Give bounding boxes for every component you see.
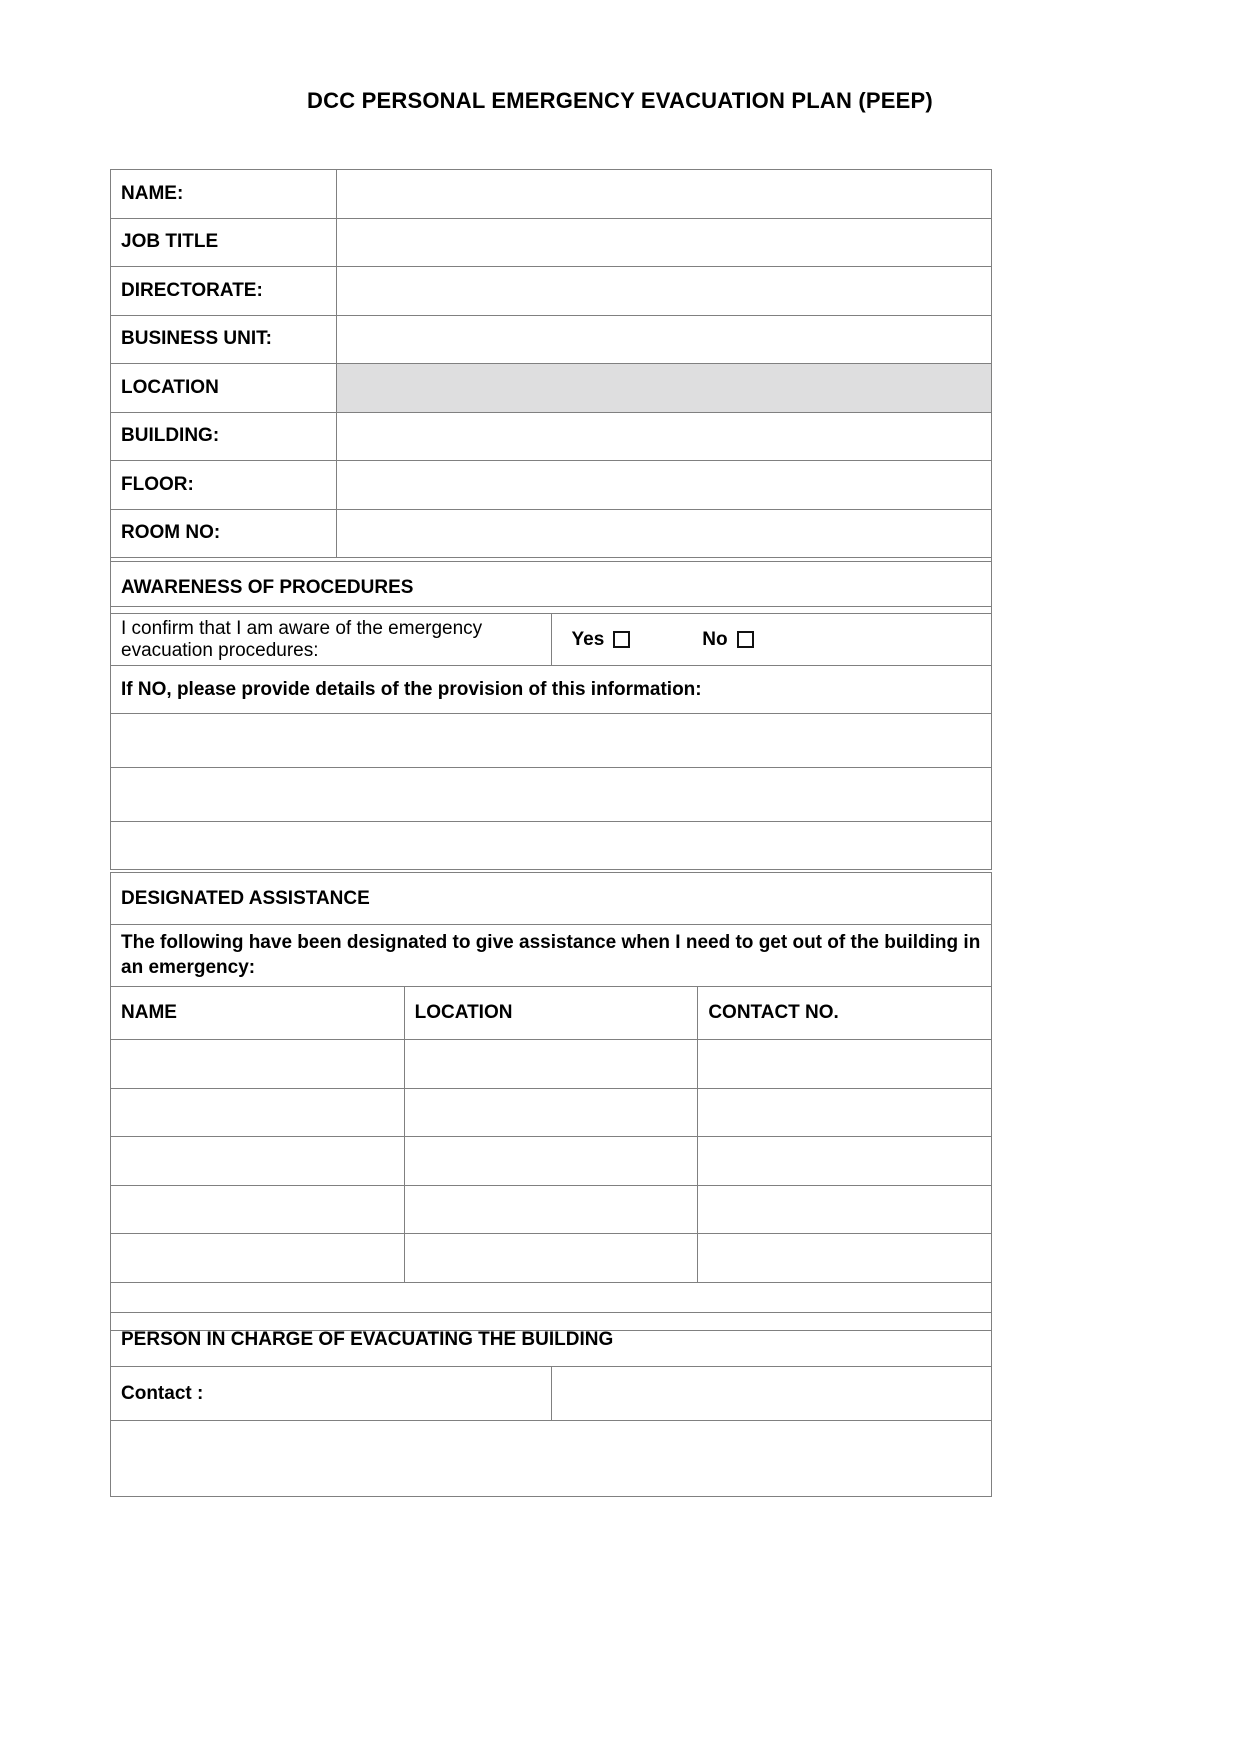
table-row <box>111 267 992 316</box>
table-row <box>111 509 992 558</box>
field-label-floor: FLOOR: <box>111 461 337 510</box>
table-row <box>111 768 992 822</box>
spacer-cell <box>111 822 992 870</box>
page-title: DCC PERSONAL EMERGENCY EVACUATION PLAN (PEEP) <box>307 88 933 113</box>
table-row <box>111 1313 992 1367</box>
yes-option[interactable] <box>572 629 631 651</box>
contact-value-cell[interactable] <box>551 1367 992 1421</box>
assist-name-cell[interactable] <box>111 1185 405 1234</box>
if-no-details-line-1[interactable] <box>111 714 992 768</box>
contact-label: Contact : <box>111 1367 552 1421</box>
assist-location-cell[interactable] <box>404 1234 698 1283</box>
table-row <box>111 1185 992 1234</box>
if-no-details-line-2[interactable] <box>111 768 992 822</box>
section-heading-awareness: AWARENESS OF PROCEDURES <box>111 562 992 614</box>
section-heading-person-in-charge: PERSON IN CHARGE OF EVACUATING THE BUILDING <box>111 1313 992 1367</box>
table-row <box>111 461 992 510</box>
person-in-charge-table <box>110 1312 992 1497</box>
table-row <box>111 614 992 666</box>
person-in-charge-notes-cell[interactable] <box>111 1421 992 1497</box>
no-option[interactable] <box>702 629 753 651</box>
assist-name-cell[interactable] <box>111 1137 405 1186</box>
assist-location-cell[interactable] <box>404 1137 698 1186</box>
designated-assistance-table <box>110 872 992 1331</box>
table-row <box>111 1088 992 1137</box>
table-row <box>111 364 992 413</box>
field-label-name: NAME: <box>111 170 337 219</box>
column-header-location: LOCATION <box>404 987 698 1040</box>
assist-contact-cell[interactable] <box>698 1234 992 1283</box>
table-row <box>111 412 992 461</box>
table-row <box>111 714 992 768</box>
field-value-room-no[interactable] <box>337 509 992 558</box>
field-value-job-title[interactable] <box>337 218 992 267</box>
table-row <box>111 562 992 614</box>
assist-location-cell[interactable] <box>404 1088 698 1137</box>
assist-name-cell[interactable] <box>111 1088 405 1137</box>
designated-assistance-instruction: The following have been designated to give assistance when I need to get out of the building in an emergency: <box>111 925 992 987</box>
field-label-room-no: ROOM NO: <box>111 509 337 558</box>
table-row <box>111 170 992 219</box>
personal-details-table <box>110 169 992 607</box>
field-value-business-unit[interactable] <box>337 315 992 364</box>
field-label-location: LOCATION <box>111 364 337 413</box>
yes-label: Yes <box>571 628 605 650</box>
assist-contact-cell[interactable] <box>698 1137 992 1186</box>
field-value-floor[interactable] <box>337 461 992 510</box>
no-label: No <box>702 628 728 650</box>
yes-no-checkbox-group <box>551 614 992 666</box>
assist-location-cell[interactable] <box>404 1185 698 1234</box>
yes-checkbox[interactable] <box>613 631 630 648</box>
table-row <box>111 218 992 267</box>
field-value-name[interactable] <box>337 170 992 219</box>
assist-contact-cell[interactable] <box>698 1088 992 1137</box>
assist-contact-cell[interactable] <box>698 1185 992 1234</box>
table-row <box>111 1367 992 1421</box>
table-row <box>111 666 992 714</box>
assist-contact-cell[interactable] <box>698 1040 992 1089</box>
table-row <box>111 1040 992 1089</box>
if-no-instruction-label: If NO, please provide details of the provision of this information: <box>111 666 992 714</box>
awareness-of-procedures-table <box>110 561 992 870</box>
confirm-statement-label: I confirm that I am aware of the emergency evacuation procedures: <box>111 614 552 666</box>
field-value-building[interactable] <box>337 412 992 461</box>
no-checkbox[interactable] <box>737 631 754 648</box>
section-heading-designated-assistance: DESIGNATED ASSISTANCE <box>111 873 992 925</box>
table-header-row <box>111 987 992 1040</box>
field-label-business-unit: BUSINESS UNIT: <box>111 315 337 364</box>
column-header-contact-no: CONTACT NO. <box>698 987 992 1040</box>
field-label-job-title: JOB TITLE <box>111 218 337 267</box>
table-row <box>111 1234 992 1283</box>
field-value-location[interactable] <box>337 364 992 413</box>
table-row <box>111 1137 992 1186</box>
table-row <box>111 315 992 364</box>
field-value-directorate[interactable] <box>337 267 992 316</box>
assist-name-cell[interactable] <box>111 1234 405 1283</box>
table-row <box>111 925 992 987</box>
assist-name-cell[interactable] <box>111 1040 405 1089</box>
field-label-building: BUILDING: <box>111 412 337 461</box>
section-spacer <box>111 822 992 870</box>
field-label-directorate: DIRECTORATE: <box>111 267 337 316</box>
table-row <box>111 1421 992 1497</box>
table-row <box>111 873 992 925</box>
column-header-name: NAME <box>111 987 405 1040</box>
assist-location-cell[interactable] <box>404 1040 698 1089</box>
